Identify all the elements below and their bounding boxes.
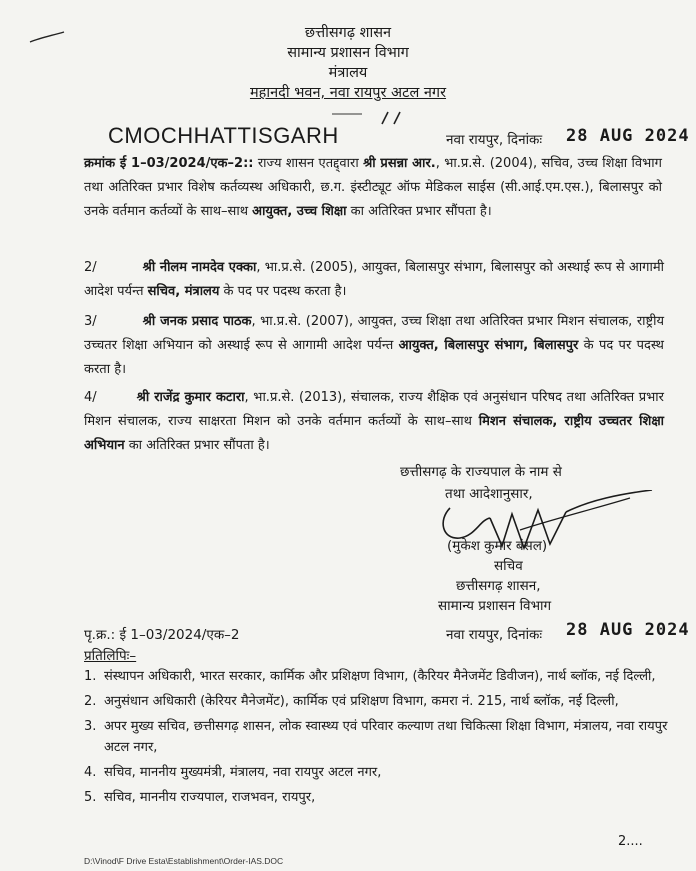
officer-name-2: श्री नीलम नामदेव एक्का [142,260,257,275]
order-paragraph-1: क्रमांक ई 1–03/2024/एक–2:: राज्य शासन एतद्द्वारा श्री प्रसन्ना आर., भा.प्र.से. (2004), सचिव, उच्च शिक्षा विभाग तथा अतिरिक्त प्रभार विशेष कर्तव्यस्थ अधिकारी, छ.ग. इंस्टीट्यूट ऑफ मेडिकल साईस (सी.आई.एम.एस.), बिलासपुर को उनके वर्तमान कर्तव्यों के साथ–साथ आयुक्त, उच्च शिक्षा का अतिरिक्त प्रभार सौंपता है। [84,156,662,219]
order-number: क्रमांक ई 1–03/2024/एक–2:: [84,156,254,171]
list-item: 3. अपर मुख्य सचिव, छत्तीसगढ़ शासन, लोक स्वास्थ्य एवं परिवार कल्याण तथा चिकित्सा शिक्षा विभाग, मंत्रालय, नवा रायपुर अटल नगर, [84,719,668,755]
officer-name-3: श्री जनक प्रसाद पाठक [142,314,252,329]
post-1: आयुक्त, उच्च शिक्षा [252,204,347,219]
signatory-org-2: सामान्य प्रशासन विभाग [438,598,552,614]
authority-line-2: तथा आदेशानुसार, [445,486,533,502]
signatory-designation: सचिव [494,558,523,574]
header-department: सामान्य प्रशासन विभाग [287,45,409,61]
list-item: 2. अनुसंधान अधिकारी (केरियर मैनेजमेंट), कार्मिक एवं प्रशिक्षण विभाग, कमरा नं. 215, नार्थ ब्लॉक, नई दिल्ली, [84,694,619,709]
date-stamp: 28 AUG 2024 [566,126,690,146]
page-number: 2.... [618,834,643,849]
copy-list [84,666,674,812]
endorsement-date-stamp: 28 AUG 2024 [566,620,690,640]
post-4: मिशन संचालक, राष्ट्रीय उच्चतर शिक्षा अभियान [84,414,665,453]
list-item: 1. संस्थापन अधिकारी, भारत सरकार, कार्मिक और प्रशिक्षण विभाग, (कैरियर मैनेजमेंट डिवीजन), नार्थ ब्लॉक, नई दिल्ली, [84,669,656,684]
list-item: 4. सचिव, माननीय मुख्यमंत्री, मंत्रालय, नवा रायपुर अटल नगर, [84,765,382,780]
list-item: 5. सचिव, माननीय राज्यपाल, राजभवन, रायपुर, [84,790,316,805]
watermark-text: CMOCHHATTISGARH [108,123,339,148]
authority-line-1: छत्तीसगढ़ के राज्यपाल के नाम से [400,464,562,480]
officer-name-1: श्री प्रसन्ना आर. [363,156,436,171]
copy-label: प्रतिलिपिः– [84,648,137,664]
post-2: सचिव, मंत्रालय [147,284,220,299]
signatory-name: (मुकेश कुमार बंसल) [447,538,548,554]
post-3: आयुक्त, बिलासपुर संभाग, बिलासपुर [398,338,579,353]
order-paragraph-3: 3/ श्री जनक प्रसाद पाठक, भा.प्र.से. (2007), आयुक्त, उच्च शिक्षा तथा अतिरिक्त प्रभार मिशन संचालक, राष्ट्रीय उच्चतर शिक्षा अभियान को अस्थाई रूप से आगामी आदेश पर्यन्त आयुक्त, बिलासपुर संभाग, बिलासपुर के पद पर पदस्थ करता है। [84,314,664,377]
header-address: महानदी भवन, नवा रायपुर अटल नगर [249,85,447,101]
officer-name-4: श्री राजेंद्र कुमार कटारा [136,390,245,405]
endorsement-dateline-label: नवा रायपुर, दिनांकः [446,627,543,643]
order-paragraph-2: 2/ श्री नीलम नामदेव एक्का, भा.प्र.से. (2005), आयुक्त, बिलासपुर संभाग, बिलासपुर को अस्थाई रूप से आगामी आदेश पर्यन्त सचिव, मंत्रालय के पद पर पदस्थ करता है। [84,260,664,299]
header-mantralaya: मंत्रालय [328,65,368,81]
order-paragraph-4: 4/ श्री राजेंद्र कुमार कटारा, भा.प्र.से. (2013), संचालक, राज्य शैक्षिक एवं अनुसंधान परिषद तथा अतिरिक्त प्रभार मिशन संचालक, राज्य साक्षरता मिशन को उनके वर्तमान कर्तव्यों के साथ–साथ मिशन संचालक, राष्ट्रीय उच्चतर शिक्षा अभियान का अतिरिक्त प्रभार सौंपता है। [84,390,665,453]
endorsement-number: पृ.क्र.: ई 1–03/2024/एक–2 [84,627,240,643]
dateline-label: नवा रायपुर, दिनांकः [446,132,543,148]
file-path-footer: D:\Vinod\F Drive Esta\Establishment\Order-IAS.DOC [84,856,284,866]
signatory-org-1: छत्तीसगढ़ शासन, [456,578,541,594]
header-govt: छत्तीसगढ़ शासन [304,25,392,41]
